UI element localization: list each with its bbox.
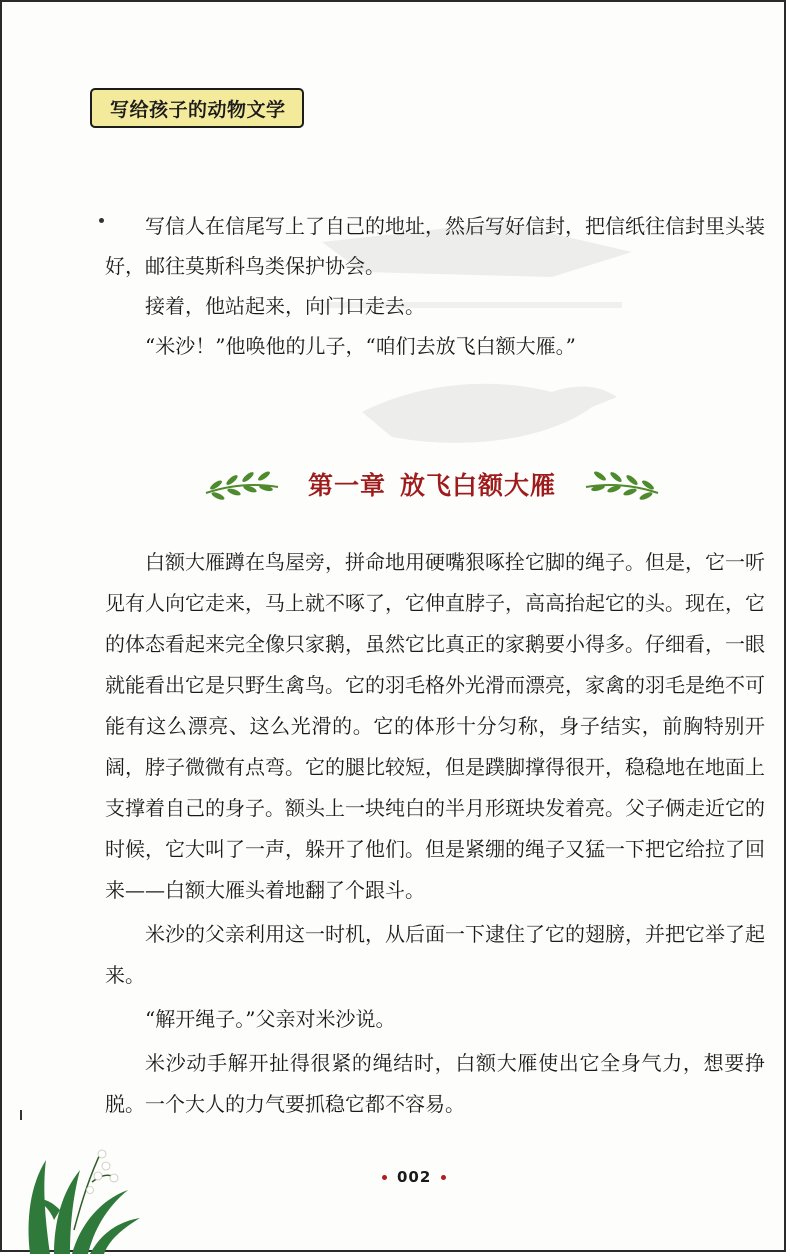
chapter-title bbox=[282, 466, 582, 502]
series-title-tag: 写给孩子的动物文学 bbox=[90, 88, 304, 128]
page-dot-right bbox=[441, 1175, 446, 1180]
intro-paragraph: “米沙！”他唤他的儿子，“咱们去放飞白额大雁。” bbox=[145, 334, 576, 358]
intro-text bbox=[105, 206, 765, 366]
chapter-heading bbox=[197, 464, 667, 504]
body-paragraph: 白额大雁蹲在鸟屋旁，拼命地用硬嘴狠啄拴它脚的绳子。但是，它一听见有人向它走来，马上就不啄了，它伸直脖子，高高抬起它的头。现在，它的体态看起来完全像只家鹅，虽然它比真正的家鹅要小得多。仔细看，一眼就能看出它是只野生禽鸟。它的羽毛格外光滑而漂亮，家禽的羽毛是绝不可能有这么漂亮、这么光滑的。它的体形十分匀称，身子结实，前胸特别开阔，脖子微微有点弯。它的腿比较短，但是蹼脚撑得很开，稳稳地在地面上支撑着自己的身子。额头上一块纯白的半月形斑块发着亮。父子俩走近它的时候，它大叫了一声，躲开了他们。但是紧绷的绳子又猛一下把它给拉了回来——白额大雁头着地翻了个跟斗。 bbox=[105, 550, 765, 902]
chapter-number: 第一章 bbox=[307, 471, 386, 500]
lily-plant-icon bbox=[20, 1130, 145, 1254]
laurel-left-icon bbox=[202, 467, 282, 501]
page-dot-left bbox=[382, 1175, 387, 1180]
margin-tick bbox=[20, 1110, 22, 1120]
chapter-body-text bbox=[105, 542, 765, 1128]
bullet-dot bbox=[99, 218, 104, 223]
intro-paragraph: 接着，他站起来，向门口走去。 bbox=[145, 294, 425, 318]
body-paragraph: 米沙的父亲利用这一时机，从后面一下逮住了它的翅膀，并把它举了起来。 bbox=[105, 922, 765, 987]
intro-paragraph: 写信人在信尾写上了自己的地址，然后写好信封，把信纸往信封里头装好，邮往莫斯科鸟类保护协会。 bbox=[105, 214, 765, 278]
page-number bbox=[382, 1168, 446, 1186]
chapter-name: 放飞白额大雁 bbox=[400, 471, 557, 500]
body-paragraph: 米沙动手解开扯得很紧的绳结时，白额大雁使出它全身气力，想要挣脱。一个大人的力气要抓稳它都不容易。 bbox=[105, 1051, 765, 1116]
laurel-right-icon bbox=[582, 467, 662, 501]
body-paragraph: “解开绳子。”父亲对米沙说。 bbox=[145, 1007, 396, 1031]
page-number-text: 002 bbox=[397, 1168, 432, 1186]
